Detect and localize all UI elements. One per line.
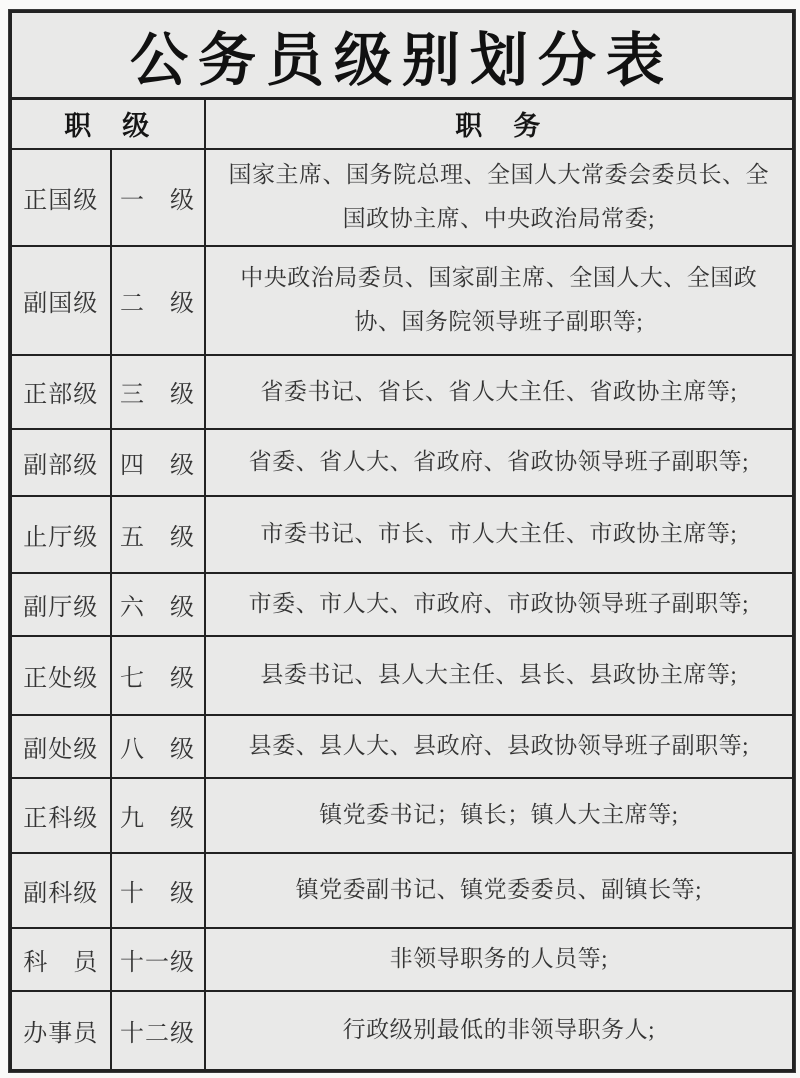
table-row (11, 149, 794, 246)
duties-cell: 县委、县人大、县政府、县政协领导班子副职等; (205, 715, 794, 778)
table-row (11, 355, 794, 429)
rank-cell: 正处级 (11, 636, 111, 715)
table-row (11, 991, 794, 1071)
level-cell: 十一级 (111, 928, 205, 991)
level-cell: 一 级 (111, 149, 205, 246)
rank-cell: 正国级 (11, 149, 111, 246)
table-row (11, 928, 794, 991)
duties-cell: 镇党委书记；镇长；镇人大主席等; (205, 778, 794, 853)
header-row (11, 99, 794, 149)
duties-cell: 省委书记、省长、省人大主任、省政协主席等; (205, 355, 794, 429)
level-cell: 八 级 (111, 715, 205, 778)
level-cell: 三 级 (111, 355, 205, 429)
duties-cell: 非领导职务的人员等; (205, 928, 794, 991)
title-row (11, 12, 794, 99)
rank-cell: 副部级 (11, 429, 111, 496)
rank-cell: 副处级 (11, 715, 111, 778)
duties-cell: 镇党委副书记、镇党委委员、副镇长等; (205, 853, 794, 928)
duties-cell: 行政级别最低的非领导职务人; (205, 991, 794, 1071)
page-title: 公务员级别划分表 (11, 12, 794, 99)
civil-servant-rank-table (9, 10, 795, 1072)
table-row (11, 636, 794, 715)
rank-cell: 科 员 (11, 928, 111, 991)
rank-cell: 办事员 (11, 991, 111, 1071)
table-row (11, 778, 794, 853)
rank-cell: 正部级 (11, 355, 111, 429)
level-cell: 四 级 (111, 429, 205, 496)
duties-cell: 县委书记、县人大主任、县长、县政协主席等; (205, 636, 794, 715)
level-cell: 九 级 (111, 778, 205, 853)
table-row (11, 853, 794, 928)
level-cell: 十二级 (111, 991, 205, 1071)
column-header-rank: 职 级 (11, 99, 205, 149)
duties-cell: 市委书记、市长、市人大主任、市政协主席等; (205, 496, 794, 573)
rank-cell: 副国级 (11, 246, 111, 355)
rank-cell: 副厅级 (11, 573, 111, 636)
column-header-duty: 职 务 (205, 99, 794, 149)
table-row (11, 573, 794, 636)
duties-cell: 中央政治局委员、国家副主席、全国人大、全国政协、国务院领导班子副职等; (205, 246, 794, 355)
level-cell: 十 级 (111, 853, 205, 928)
table-row (11, 496, 794, 573)
duties-cell: 市委、市人大、市政府、市政协领导班子副职等; (205, 573, 794, 636)
table-row (11, 429, 794, 496)
table-row (11, 715, 794, 778)
rank-cell: 副科级 (11, 853, 111, 928)
level-cell: 七 级 (111, 636, 205, 715)
level-cell: 二 级 (111, 246, 205, 355)
rank-cell: 正科级 (11, 778, 111, 853)
rank-cell: 止厅级 (11, 496, 111, 573)
duties-cell: 省委、省人大、省政府、省政协领导班子副职等; (205, 429, 794, 496)
level-cell: 六 级 (111, 573, 205, 636)
duties-cell: 国家主席、国务院总理、全国人大常委会委员长、全国政协主席、中央政治局常委; (205, 149, 794, 246)
table-row (11, 246, 794, 355)
level-cell: 五 级 (111, 496, 205, 573)
